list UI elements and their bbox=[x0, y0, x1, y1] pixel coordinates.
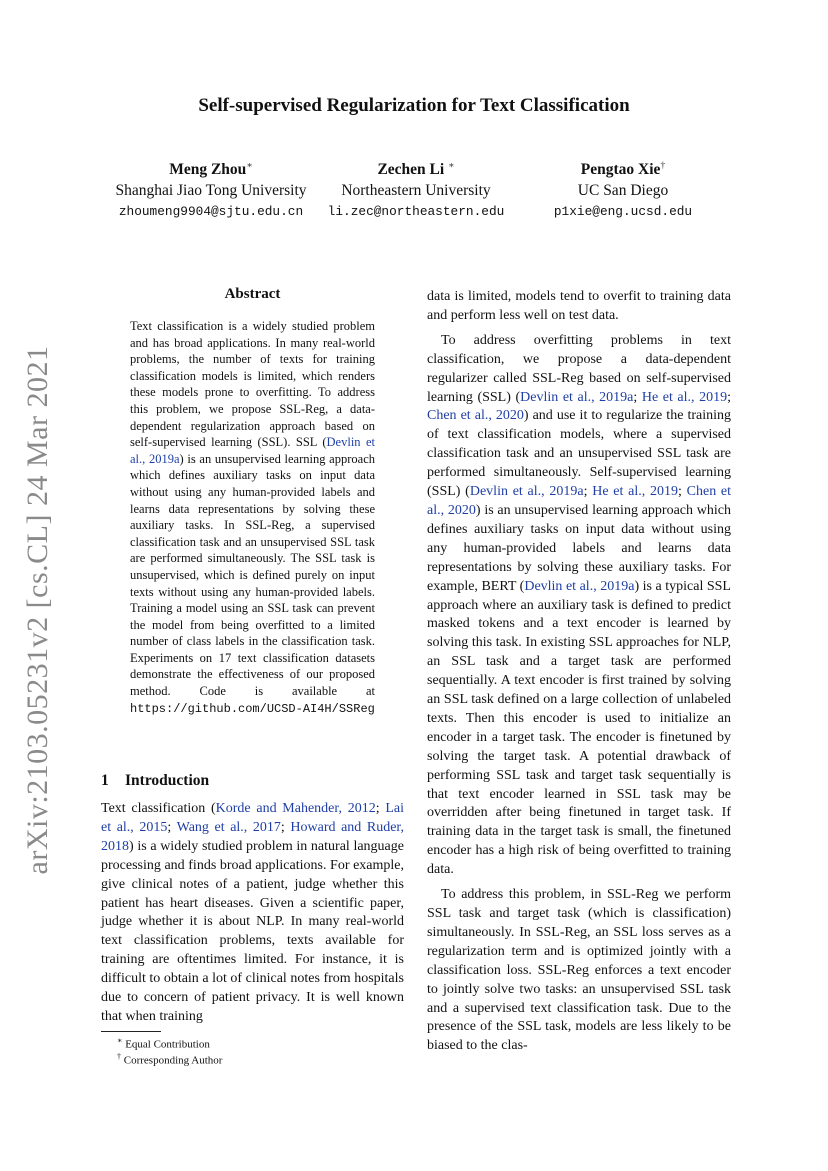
section-title: Introduction bbox=[125, 772, 210, 789]
author-affiliation: UC San Diego bbox=[577, 182, 669, 200]
citation-link[interactable]: Howard and Ruder, 2018 bbox=[101, 819, 405, 854]
section-number: 1 bbox=[101, 772, 109, 789]
arxiv-identifier bbox=[18, 345, 58, 875]
paper-title: Self-supervised Regularization for Text Classification bbox=[198, 95, 630, 116]
citation-link[interactable]: Devlin et al., 2019a bbox=[469, 484, 584, 500]
author-mark: ∗ bbox=[246, 161, 253, 171]
footnote-text: Equal Contribution bbox=[125, 1038, 210, 1051]
author-affiliation: Northeastern University bbox=[341, 182, 491, 200]
citation-link[interactable]: He et al., 2019 bbox=[592, 484, 678, 500]
paragraph: data is limited, models tend to overfit to training data and perform less well on test data. bbox=[427, 289, 731, 323]
footnote-text: Corresponding Author bbox=[123, 1054, 223, 1067]
citation-link[interactable]: Devlin et al., 2019a bbox=[524, 578, 635, 594]
author-block bbox=[91, 156, 331, 222]
abstract-heading: Abstract bbox=[224, 286, 281, 302]
code-url-link[interactable]: https://github.com/UCSD-AI4H/SSReg bbox=[130, 701, 375, 716]
author-email[interactable]: zhoumeng9904@sjtu.edu.cn bbox=[118, 204, 304, 220]
footnote-mark: † bbox=[117, 1052, 121, 1061]
arxiv-identifier-text: arXiv:2103.05231v2 [cs.CL] 24 Mar 2021 bbox=[21, 345, 54, 875]
author-mark: † bbox=[660, 161, 666, 171]
author-mark: ∗ bbox=[448, 161, 455, 171]
footnote bbox=[117, 1034, 210, 1052]
citation-link[interactable]: Lai et al., 2015 bbox=[101, 801, 405, 835]
paragraph: To address overfitting problems in text classification, we propose a data-dependent regularizer called SSL-Reg based on self-supervised learning (SSL) (Devlin et al., 2019a; He et al., 2019; Chen et al., 2020) and use it to regularize the training of text classification models, where a supervised classification task and an unsupervised SSL task are performed simultaneously. Self-supervised learning (SSL) (Devlin et al., 2019a; He et al., 2019; Chen et al., 2020) is an unsupervised learning approach which defines auxiliary tasks on input data without using any human-provided labels and learns data representations by solving these auxiliary tasks. For example, BERT (Devlin et al., 2019a) is a typical SSL approach where an auxiliary task is defined to predict masked tokens and a text encoder is learned by solving this task. In existing SSL approaches for NLP, an SSL task and a target task are performed sequentially. A text encoder is first trained by solving an SSL task defined on a large collection of unlabeled texts. Then this encoder is used to initialize an encoder in a target task. The encoder is finetuned by solving the target task. A potential drawback of performing SSL task and target task sequentially is that text encoder learned in SSL task may be overridden after being finetuned in target task. If training data in the target task is small, the finetuned encoder has a high risk of being overfitted to training data. bbox=[427, 332, 732, 878]
author-name: Pengtao Xie† bbox=[580, 161, 666, 179]
right-column bbox=[427, 288, 731, 1056]
citation-link[interactable]: Devlin et al., 2019a bbox=[130, 435, 375, 466]
citation-link[interactable]: Wang et al., 2017 bbox=[176, 819, 281, 835]
intro-paragraph: Text classification (Korde and Mahender, 2012; Lai et al., 2015; Wang et al., 2017; Howard and Ruder, 2018) is a widely studied problem in natural language processing and finds broad applications. For example, give clinical notes of a patient, judge whether this patient has heart diseases. Given a scientific paper, judge whether it is about NLP. In many real-world text classification problems, texts available for training are oftentimes limited. For instance, it is difficult to obtain a lot of clinical notes from hospitals due to concern of patient privacy. It is well known that when training bbox=[101, 801, 405, 1024]
citation-link[interactable]: Chen et al., 2020 bbox=[427, 484, 732, 518]
paragraph: To address this problem, in SSL-Reg we perform SSL task and target task (which is classification) simultaneously. In SSL-Reg, an SSL loss serves as a regularization term and is optimized jointly with a classification loss. SSL-Reg enforces a text encoder to jointly solve two tasks: an unsupervised SSL task and a supervised text classification task. Due to the presence of the SSL task, models are less likely to be biased to the clas- bbox=[427, 887, 731, 1054]
author-email[interactable]: p1xie@eng.ucsd.edu bbox=[553, 204, 693, 220]
author-name: Zechen Li ∗ bbox=[377, 161, 455, 179]
footnote bbox=[117, 1050, 222, 1068]
footnote-mark: ∗ bbox=[117, 1036, 123, 1045]
citation-link[interactable]: Devlin et al., 2019a bbox=[520, 389, 634, 405]
citation-link[interactable]: Chen et al., 2020 bbox=[427, 408, 524, 424]
author-affiliation: Shanghai Jiao Tong University bbox=[115, 182, 307, 200]
author-email[interactable]: li.zec@northeastern.edu bbox=[327, 204, 505, 220]
author-block bbox=[296, 156, 536, 222]
footnote-rule bbox=[101, 1031, 161, 1032]
abstract-body: Text classification is a widely studied problem and has broad applications. In many real-world problems, the number of texts for training classification models is limited, which renders these models prone to overfitting. To address this problem, we propose SSL-Reg, a data-dependent regularization approach based on self-supervised learning (SSL). SSL (Devlin et al., 2019a) is an unsupervised learning approach which defines auxiliary tasks on input data without using any human-provided labels and learns data representations by solving these auxiliary tasks. In SSL-Reg, a supervised classification task and an unsupervised SSL task are performed simultaneously. The SSL task is unsupervised, which is defined purely on input texts without using any human-provided labels. Training a model using an SSL task can prevent the model from being overfitted to a limited number of class labels in the classification task. Experiments on 17 text classification datasets demonstrate the effectiveness of our proposed method. Code is available at https://github.com/UCSD-AI4H/SSReg bbox=[130, 319, 375, 716]
author-block bbox=[503, 156, 743, 222]
citation-link[interactable]: He et al., 2019 bbox=[641, 389, 728, 405]
citation-link[interactable]: Korde and Mahender, 2012 bbox=[215, 801, 376, 816]
author-name: Meng Zhou∗ bbox=[169, 161, 253, 179]
section-heading bbox=[101, 772, 209, 790]
